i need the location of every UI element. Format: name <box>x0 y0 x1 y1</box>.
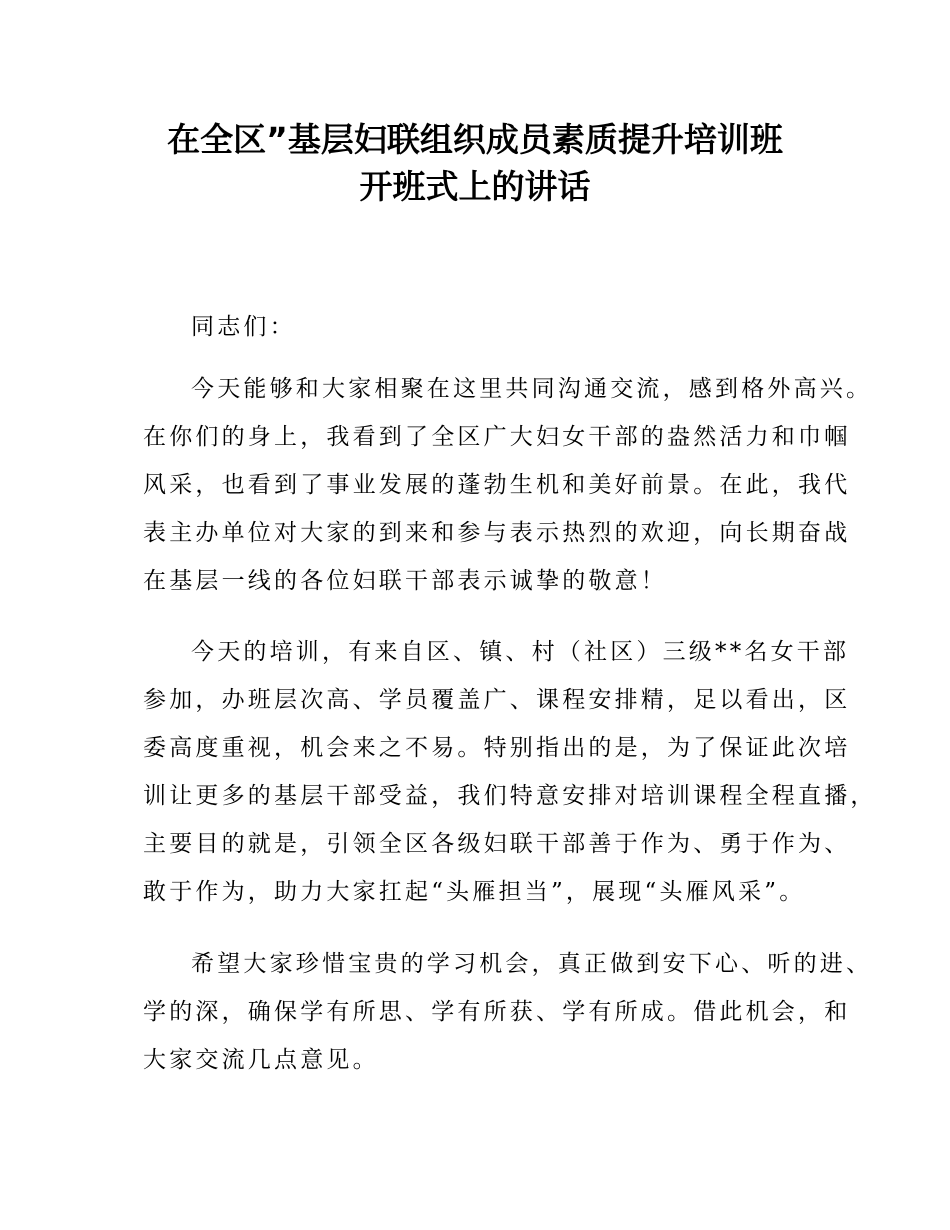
paragraph-line: 训让更多的基层干部受益，我们特意安排对培训课程全程直播， <box>143 783 877 809</box>
paragraph-line: 大家交流几点意见。 <box>143 1047 379 1073</box>
paragraph-1 <box>143 365 873 605</box>
document-title-line-1: 在全区”基层妇联组织成员素质提升培训班 <box>167 120 783 159</box>
salutation-text: 同志们： <box>191 314 296 340</box>
paragraph-line: 今天能够和大家相聚在这里共同沟通交流，感到格外高兴。 <box>191 376 873 402</box>
paragraph-line: 表主办单位对大家的到来和参与表示热烈的欢迎，向长期奋战 <box>143 520 851 546</box>
paragraph-2 <box>143 628 877 916</box>
paragraph-line: 学的深，确保学有所思、学有所获、学有所成。借此机会，和 <box>143 999 851 1025</box>
salutation <box>143 303 843 351</box>
paragraph-line: 风采，也看到了事业发展的蓬勃生机和美好前景。在此，我代 <box>143 472 851 498</box>
paragraph-line: 在你们的身上，我看到了全区广大妇女干部的盎然活力和巾帼 <box>143 424 851 450</box>
paragraph-line: 今天的培训，有来自区、镇、村（社区）三级**名女干部 <box>191 639 850 665</box>
paragraph-line: 主要目的就是，引领全区各级妇联干部善于作为、勇于作为、 <box>143 831 851 857</box>
paragraph-line: 敢于作为，助力大家扛起“头雁担当”，展现“头雁风采”。 <box>143 879 806 905</box>
paragraph-line: 在基层一线的各位妇联干部表示诚挚的敬意！ <box>143 568 667 594</box>
paragraph-line: 希望大家珍惜宝贵的学习机会，真正做到安下心、听的进、 <box>191 951 873 977</box>
paragraph-3 <box>143 940 873 1084</box>
paragraph-line: 参加，办班层次高、学员覆盖广、课程安排精，足以看出，区 <box>143 687 851 713</box>
document-title-line-2: 开班式上的讲话 <box>359 167 591 206</box>
paragraph-line: 委高度重视，机会来之不易。特别指出的是，为了保证此次培 <box>143 735 851 761</box>
